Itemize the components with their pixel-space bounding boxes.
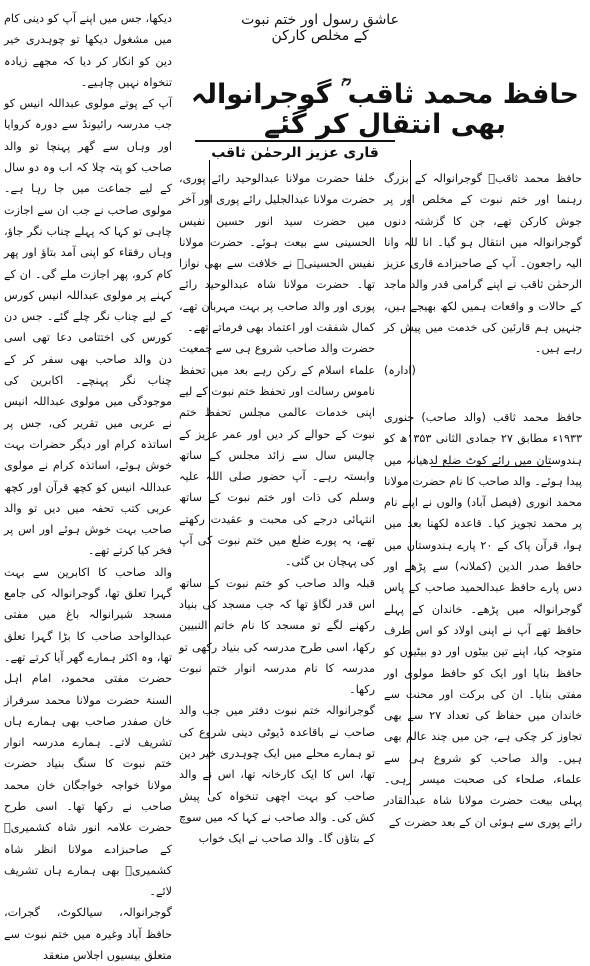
article-byline: قاری عزیز الرحمٰن ثاقب [195, 140, 395, 161]
intro-paragraph: حافظ محمد ثاقبؒ گوجرانوالہ کے بزرگ رہنما اور ختم نبوت کے مخلص اور پر جوش کارکن تھے، جن کا گزشتہ دنوں گوجرانوالہ میں انتقال ہو گیا۔ انا للہ وانا الیہ راجعون۔ آپ کے صاحبزادے قاری عزیز الرحمٰن ثاقب نے اپنے گرامی قدر والد ماجد کے حالات و واقعات ہمیں لکھ بھیجے ہیں، جنہیں ہم قارئین کی خدمت میں پیش کر رہے ہیں۔ [384, 172, 582, 356]
body-paragraph: قبلہ والد صاحب کو ختم نبوت کے ساتھ اس قدر لگاؤ تھا کہ جب مسجد کی بنیاد رکھنے لگے تو مسجد کا نام خاتم النبیین رکھا، اسی طرح مدرسہ کی بنیاد رکھی تو مدرسہ کا نام مدرسہ انوار ختم نبوت رکھا۔ [179, 576, 375, 697]
editor-note: (ادارہ) [384, 363, 416, 377]
article-kicker: عاشق رسول اور ختم نبوت کے مخلص کارکن [241, 12, 399, 44]
text-column-2 [179, 168, 375, 846]
body-paragraph: آپ کے پوتے مولوی عبداللہ انیس کو جب مدرسہ رائیونڈ سے دورہ کروایا اور وہاں سے گھر پہنچا تو والد صاحب کو پتہ چلا کہ اب وہ دو سال کے لیے جماعت میں جا رہا ہے۔ مولوی صاحب نے جب ان سے اجازت چاہی تو کہا کہ پہلے چناب نگر جاؤ، وہاں رفقاء کو اپنی آمد بتاؤ اور پھر کام کرو، پھر اجازت ملے گی۔ ان کے کہنے پر مولوی عبداللہ انیس کورس کے لیے چناب نگر چلے گئے۔ جس دن کورس کی اختتامی دعا تھی اسی دن والد صاحب بھی سفر کر کے چناب نگر پہنچے۔ اکابرین کی موجودگی میں مولوی عبداللہ انیس نے عربی میں تقریر کی، جس پر اساتذہ کرام اور دیگر حضرات بہت خوش ہوئے، اساتذہ کرام نے مولوی عبداللہ انیس کو کچھ قرآن اور کچھ عربی کتب تحفہ میں دیں تو والد صاحب بہت خوش ہوئے اور اس پر فخر کیا کرتے تھے۔ [4, 97, 172, 558]
text-column-3 [4, 8, 172, 963]
article-headline: حافظ محمد ثاقب ؒ گوجرانوالہ بھی انتقال کر گئے [191, 79, 579, 140]
body-paragraph: گوجرانوالہ، سیالکوٹ، گجرات، حافظ آباد وغیرہ میں ختم نبوت سے متعلق بیسیوں اجلاس منعقد [4, 906, 172, 963]
body-paragraph: حضرت والد صاحب شروع ہی سے جمعیت علماء اسلام کے رکن رہے بعد میں تحفظ ناموس رسالت اور تحفظ ختم نبوت کے لیے اپنی خدمات عالمی مجلس تحفظ ختم نبوت کے حوالے کر دیں اور عمر عزیز کے چالیس سال سے زائد مجلس کے ساتھ وابستہ رہے۔ آپ حضور صلی اللہ علیہ وسلم کی ذات اور ختم نبوت کے ساتھ انتہائی درجے کی محبت و عقیدت رکھتے تھے، یہ پورے ضلع میں ختم نبوت کی آپ کی پہچان بن گئی۔ [179, 342, 375, 569]
body-paragraph: دیکھا، جس میں اپنے آپ کو دینی کام میں مشغول دیکھا تو چوہدری خیر دین کو انکار کر دیا کہ مجھے زیادہ تنخواہ نہیں چاہیے۔ [4, 12, 172, 89]
text-column-1 [384, 168, 582, 829]
body-paragraph: گوجرانوالہ ختم نبوت دفتر میں جب والد صاحب نے باقاعدہ ڈیوٹی دینی شروع کی تو ہمارے محلے میں ایک چوہدری خیر دین تھا، اس کا ایک کارخانہ تھا، اس نے والد صاحب کو بہت اچھی تنخواہ کی پیش کش کی۔ والد صاحب نے کہا کہ میں سوچ کے بتاؤں گا۔ والد صاحب نے ایک خواب [179, 704, 375, 846]
body-paragraph: والد صاحب کا اکابرین سے بہت گہرا تعلق تھا، گوجرانوالہ کی جامع مسجد شیرانوالہ باغ میں مفتی عبدالواحد صاحب کا بڑا گہرا تعلق تھا، وہ اکثر ہمارے گھر آیا کرتے تھے۔ حضرت مفتی محمود، امام اہل السنۃ حضرت مولانا محمد سرفراز خان صفدر صاحب بھی ہمارے ہاں تشریف لاتے۔ ہمارے مدرسہ انوار ختم نبوت کا سنگ بنیاد حضرت مولانا خواجہ خواجگان خان محمد صاحب نے رکھا تھا۔ اسی طرح حضرت علامہ انور شاہ کشمیریؒ کے صاحبزادے مولانا انظر شاہ کشمیریؒ بھی ہمارے ہاں تشریف لائے۔ [4, 565, 172, 899]
body-paragraph: حافظ محمد ثاقب (والد صاحب) جنوری ۱۹۳۳ء مطابق ۲۷ جمادی الثانی ۱۳۵۳ھ کو ہندوستان میں رائے کوٹ ضلع لدھیانہ میں پیدا ہوئے۔ والد صاحب کا نام حضرت مولانا محمد انوری (فیصل آباد) والوں نے اپنے نام پر محمد تجویز کیا۔ قاعدہ لکھنا بعد میں ہوا، قرآن پاک کے ۲۰ پارے ہندوستان میں حافظ صدر الدین (کملانہ) سے پڑھے اور دس پارے حافظ عبدالحمید صاحب کے پاس گوجرانوالہ میں پڑھے۔ خاندان کے پہلے حافظ تھے آپ نے اپنی اولاد کو اس طرف متوجہ کیا، اپنے تین بیٹوں اور دو بیٹیوں کو حافظ بنایا اور ایک کو حافظ مولوی اور مفتی بنایا۔ ان کی برکت اور محنت سے خاندان میں حفاظ کی تعداد ۲۷ سے بھی تجاوز کر چکی ہے، جن میں چند عالم بھی ہیں۔ والد صاحب کو شروع ہی سے علماء، صلحاء کی صحبت میسر رہی۔ پہلی بیعت حضرت مولانا شاہ عبدالقادر رائے پوری سے ہوئی ان کے بعد حضرت کے [384, 410, 582, 829]
body-paragraph: خلفا حضرت مولانا عبدالوحید رائے پوری، حضرت مولانا عبدالجلیل رائے پوری اور آخر میں حضرت سید انور حسین نفیس الحسینی سے بیعت ہوئے۔ حضرت مولانا نفیس الحسینیؒ نے خلافت سے بھی نوازا تھا۔ حضرت مولانا شاہ عبدالوحید رائے پوری اور والد صاحب پر بہت مہربان تھے، کمال شفقت اور اعتماد بھی فرماتے تھے۔ [179, 172, 375, 335]
